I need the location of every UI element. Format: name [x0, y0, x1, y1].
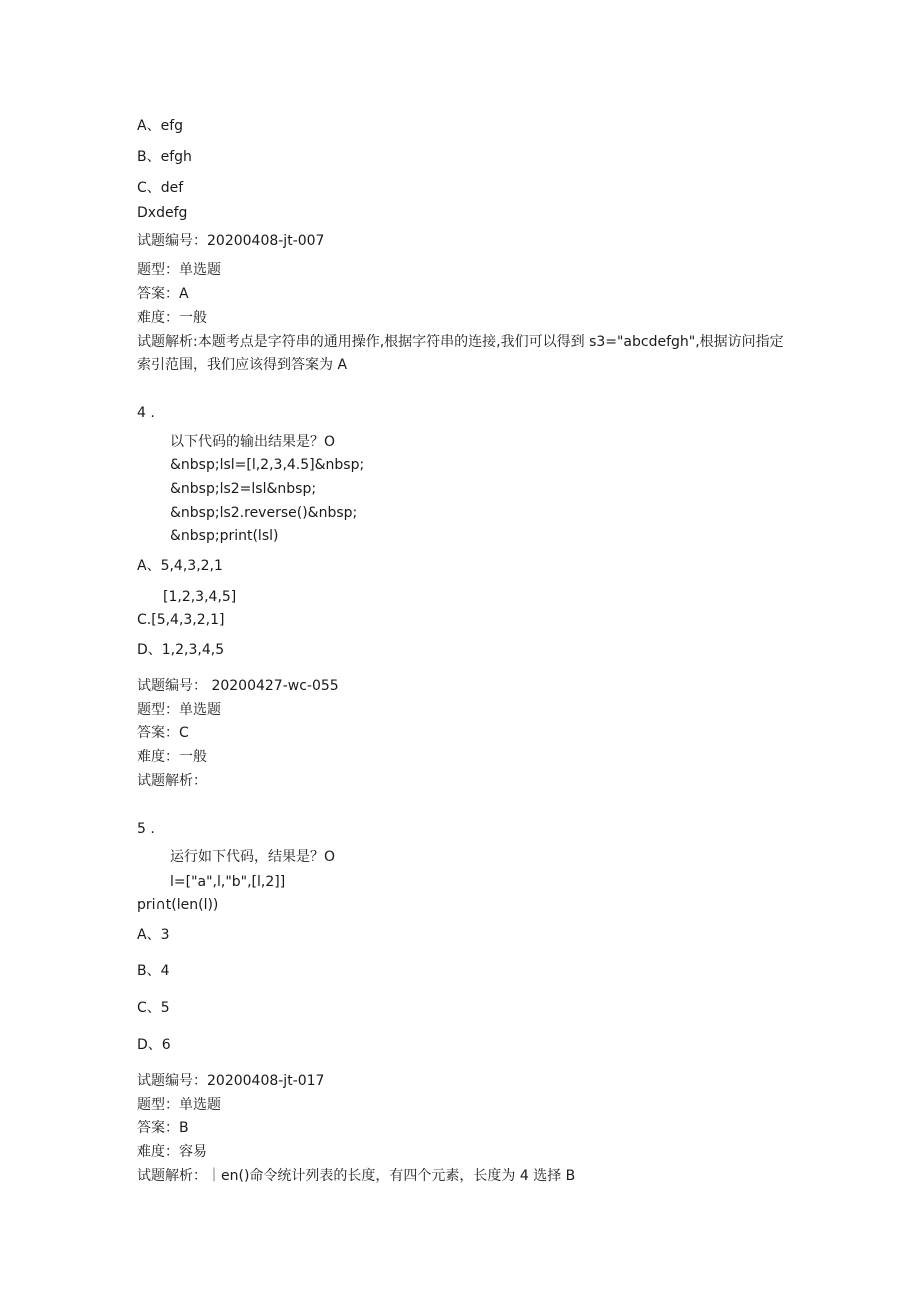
q3-answer: 答案：A — [137, 286, 189, 302]
q5-code-line: l=["a",l,"b",[l,2]] — [170, 874, 286, 890]
q5-question-text: 运行如下代码，结果是？O — [170, 849, 336, 865]
q4-difficulty: 难度：一般 — [137, 749, 207, 765]
q5-code-line: pri∩t(len(l)) — [137, 897, 219, 913]
q3-option-d: Dxdefg — [137, 205, 188, 221]
q3-option-b: B、efgh — [137, 149, 192, 165]
q4-code-line: &nbsp;ls2=lsl&nbsp; — [170, 481, 317, 497]
q4-option-d: D、1,2,3,4,5 — [137, 642, 225, 658]
q3-analysis: 试题解析:本题考点是字符串的通用操作,根据字符串的连接,我们可以得到 s3="abcdefgh",根据访问指定索引范围，我们应该得到答案为 A — [137, 334, 784, 373]
q4-answer: 答案：C — [137, 725, 189, 741]
q3-difficulty: 难度：一般 — [137, 310, 207, 326]
q3-option-a: A、efg — [137, 118, 184, 134]
q4-option-b: [1,2,3,4,5] — [163, 589, 237, 605]
q5-option-c: C、5 — [137, 1000, 170, 1016]
q4-code-line: &nbsp;ls2.reverse()&nbsp; — [170, 505, 358, 521]
q4-code-line: &nbsp;print(lsl) — [170, 528, 279, 544]
q4-option-c: C.[5,4,3,2,1] — [137, 612, 225, 628]
q4-question-type: 题型：单选题 — [137, 702, 221, 718]
q5-question-id: 试题编号：20200408-jt-017 — [137, 1073, 325, 1089]
q3-option-c: C、def — [137, 180, 184, 196]
q5-option-b: B、4 — [137, 963, 170, 979]
q4-question-id: 试题编号： 20200427-wc-055 — [137, 678, 339, 694]
q3-question-id: 试题编号：20200408-jt-007 — [137, 233, 325, 249]
q5-analysis: 试题解析：｜en()命令统计列表的长度，有四个元素，长度为 4 选择 B — [137, 1168, 576, 1184]
q4-question-text: 以下代码的输出结果是？O — [170, 434, 336, 450]
q5-number: 5 . — [137, 821, 155, 837]
q5-option-d: D、6 — [137, 1037, 171, 1053]
q3-question-type: 题型：单选题 — [137, 262, 221, 278]
q4-code-line: &nbsp;lsl=[l,2,3,4.5]&nbsp; — [170, 457, 365, 473]
q4-number: 4 . — [137, 405, 155, 421]
q5-option-a: A、3 — [137, 927, 170, 943]
q4-analysis: 试题解析： — [137, 773, 207, 789]
q4-option-a: A、5,4,3,2,1 — [137, 558, 223, 574]
q5-question-type: 题型：单选题 — [137, 1097, 221, 1113]
q5-difficulty: 难度：容易 — [137, 1144, 207, 1160]
q5-answer: 答案：B — [137, 1120, 189, 1136]
